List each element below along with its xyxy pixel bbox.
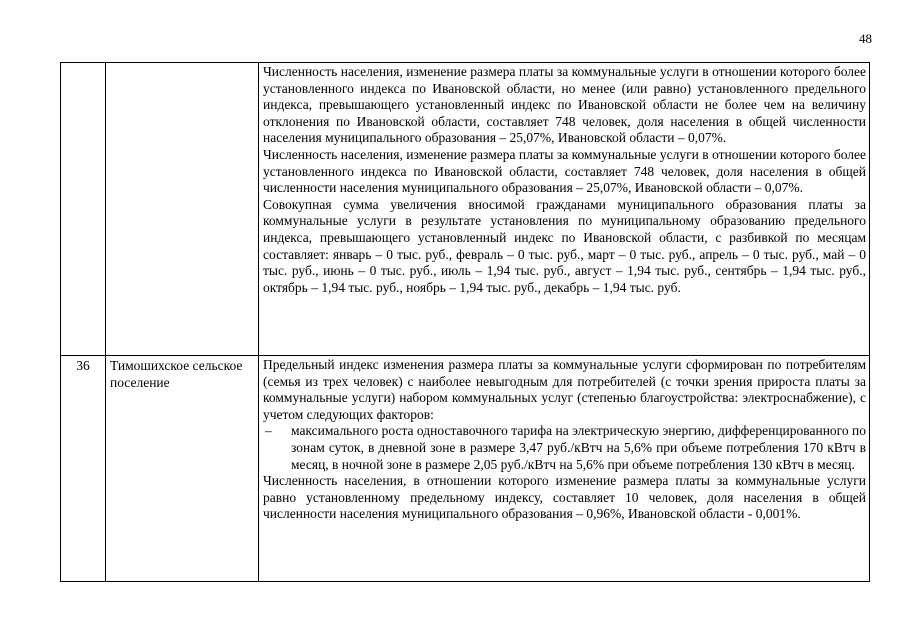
municipality-name-cell [106, 63, 259, 356]
municipality-name-cell [106, 356, 259, 582]
paragraph-population-above-index: Численность населения, изменение размера платы за коммунальные услуги в отношении которого более установленного индекса по Ивановской области, составляет 748 человек, доля населения в общей численности населения муниципального образования – 25,07%, Ивановской области – 0,07%. [263, 146, 866, 196]
factor-list-item [263, 423, 866, 473]
factor-electricity-tariff: максимального роста одноставочного тарифа на электрическую энергию, дифференцированного по зонам суток, в дневной зоне в размере 3,47 руб./кВтч на 5,6% при объеме потребления 170 кВтч в месяц, в ночной зоне в размере 2,05 руб./кВтч на 5,6% при объеме потребления 130 кВтч в месяц. [291, 423, 866, 472]
row-number [61, 63, 105, 64]
municipality-name: Тимошихское сельское поселение [110, 358, 243, 390]
description-cell [259, 63, 870, 356]
row-number: 36 [76, 358, 90, 373]
table-row-36 [61, 356, 870, 582]
paragraph-population-equal-index: Численность населения, в отношении которого изменение размера платы за коммунальные услуги равно установленному предельному индексу, составляет 10 человек, доля населения в общей численности населения муниципального образования – 0,96%, Ивановской области - 0,001%. [263, 473, 866, 522]
row-number-cell [61, 63, 106, 356]
municipal-index-table [60, 62, 870, 582]
dash-bullet: – [265, 423, 272, 439]
description-cell [259, 356, 870, 582]
table-row-continued [61, 63, 870, 356]
paragraph-index-intro: Предельный индекс изменения размера платы за коммунальные услуги сформирован по потребителям (семья из трех человек) с наиболее невыгодным для потребителей (с точки зрения прироста платы за коммунальные услуги) набором коммунальных услуг (степенью благоустройства: электроснабжение), с учетом следующих факторов: [263, 357, 866, 422]
municipality-name [106, 63, 258, 64]
paragraph-monthly-increase: Совокупная сумма увеличения вносимой гражданами муниципального образования платы за коммунальные услуги в результате установления по муниципальному образованию предельного индекса, превышающего установленный индекс по Ивановской области, с разбивкой по месяцам составляет: январь – 0 тыс. руб., февраль – 0 тыс. руб., март – 0 тыс. руб., апрель – 0 тыс. руб., май – 0 тыс. руб., июнь – 0 тыс. руб., июль – 1,94 тыс. руб., август – 1,94 тыс. руб., сентябрь – 1,94 тыс. руб., октябрь – 1,94 тыс. руб., ноябрь – 1,94 тыс. руб., декабрь – 1,94 тыс. руб. [263, 196, 866, 295]
paragraph-population-range: Численность населения, изменение размера платы за коммунальные услуги в отношении которого более установленного индекса по Ивановской области, но менее (или равно) установленного предельного индекса, превышающего установленный индекс по Ивановской области не более чем на величину отклонения по Ивановской области, составляет 748 человек, доля населения в общей численности населения муниципального образования – 25,07%, Ивановской области – 0,07%. [263, 64, 866, 146]
row-number-cell [61, 356, 106, 582]
page-number: 48 [859, 31, 872, 46]
